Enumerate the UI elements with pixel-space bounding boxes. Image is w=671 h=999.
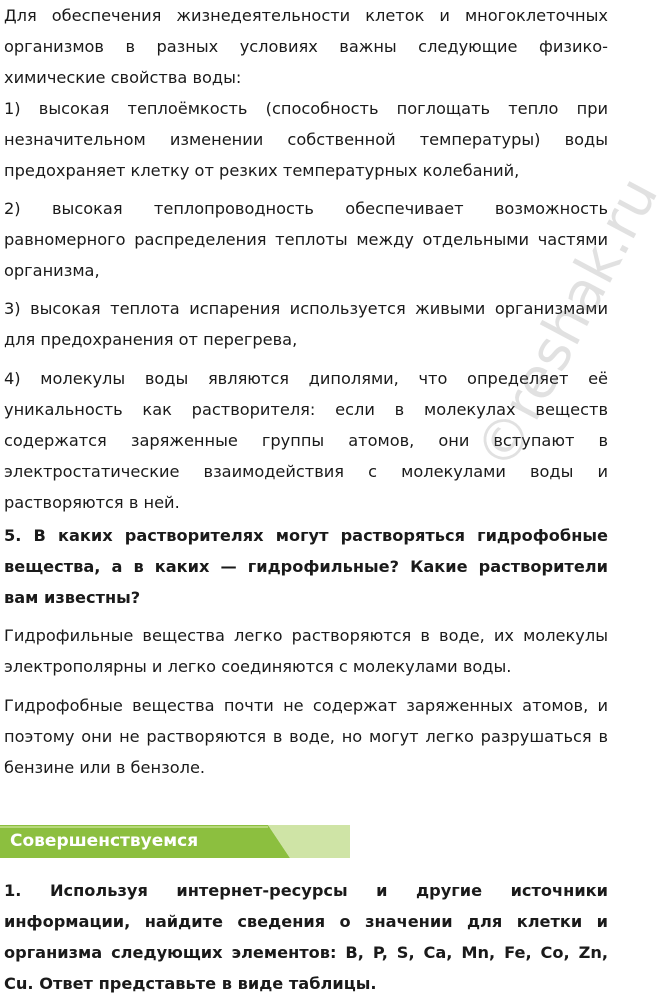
answer-hydrophilic: Гидрофильные вещества легко растворяются в воде, их молекулы электрополярны и легко соединяются с молекулами воды.: [4, 626, 608, 676]
watermark: ©reshak.ru: [463, 167, 671, 481]
task-1: 1. Используя интернет-ресурсы и другие источники информации, найдите сведения о значении для клетки и организма следующих элементов: B, P, S, Ca, Mn, Fe, Co, Zn, Cu. Ответ представьте в виде таблицы.: [4, 881, 608, 993]
answer-hydrophobic: Гидрофобные вещества почти не содержат заряженных атомов, и поэтому они не растворяются в воде, но могут легко разрушаться в бензине или в бензоле.: [4, 696, 608, 777]
section-banner: [0, 825, 350, 858]
intro-paragraph: Для обеспечения жизнедеятельности клеток и многоклеточных организмов в разных условиях важны следующие физико-химические свойства воды:: [4, 6, 608, 87]
property-3: 3) высокая теплота испарения используется живыми организмами для предохранения от перегрева,: [4, 299, 608, 349]
question-5: 5. В каких растворителях могут растворяться гидрофобные вещества, а в каких — гидрофильные? Какие растворители вам известны?: [4, 526, 608, 607]
property-4: 4) молекулы воды являются диполями, что определяет её уникальность как растворителя: если в молекулах веществ содержатся заряженные группы атомов, они вступают в электростатические взаимодействия с молекулами воды и растворяются в ней.: [4, 369, 608, 512]
banner-title: Совершенствуемся: [10, 831, 199, 851]
property-1: 1) высокая теплоёмкость (способность поглощать тепло при незначительном изменении собственной температуры) воды предохраняет клетку от резких температурных колебаний,: [4, 99, 608, 180]
property-2: 2) высокая теплопроводность обеспечивает возможность равномерного распределения теплоты между отдельными частями организма,: [4, 199, 608, 280]
